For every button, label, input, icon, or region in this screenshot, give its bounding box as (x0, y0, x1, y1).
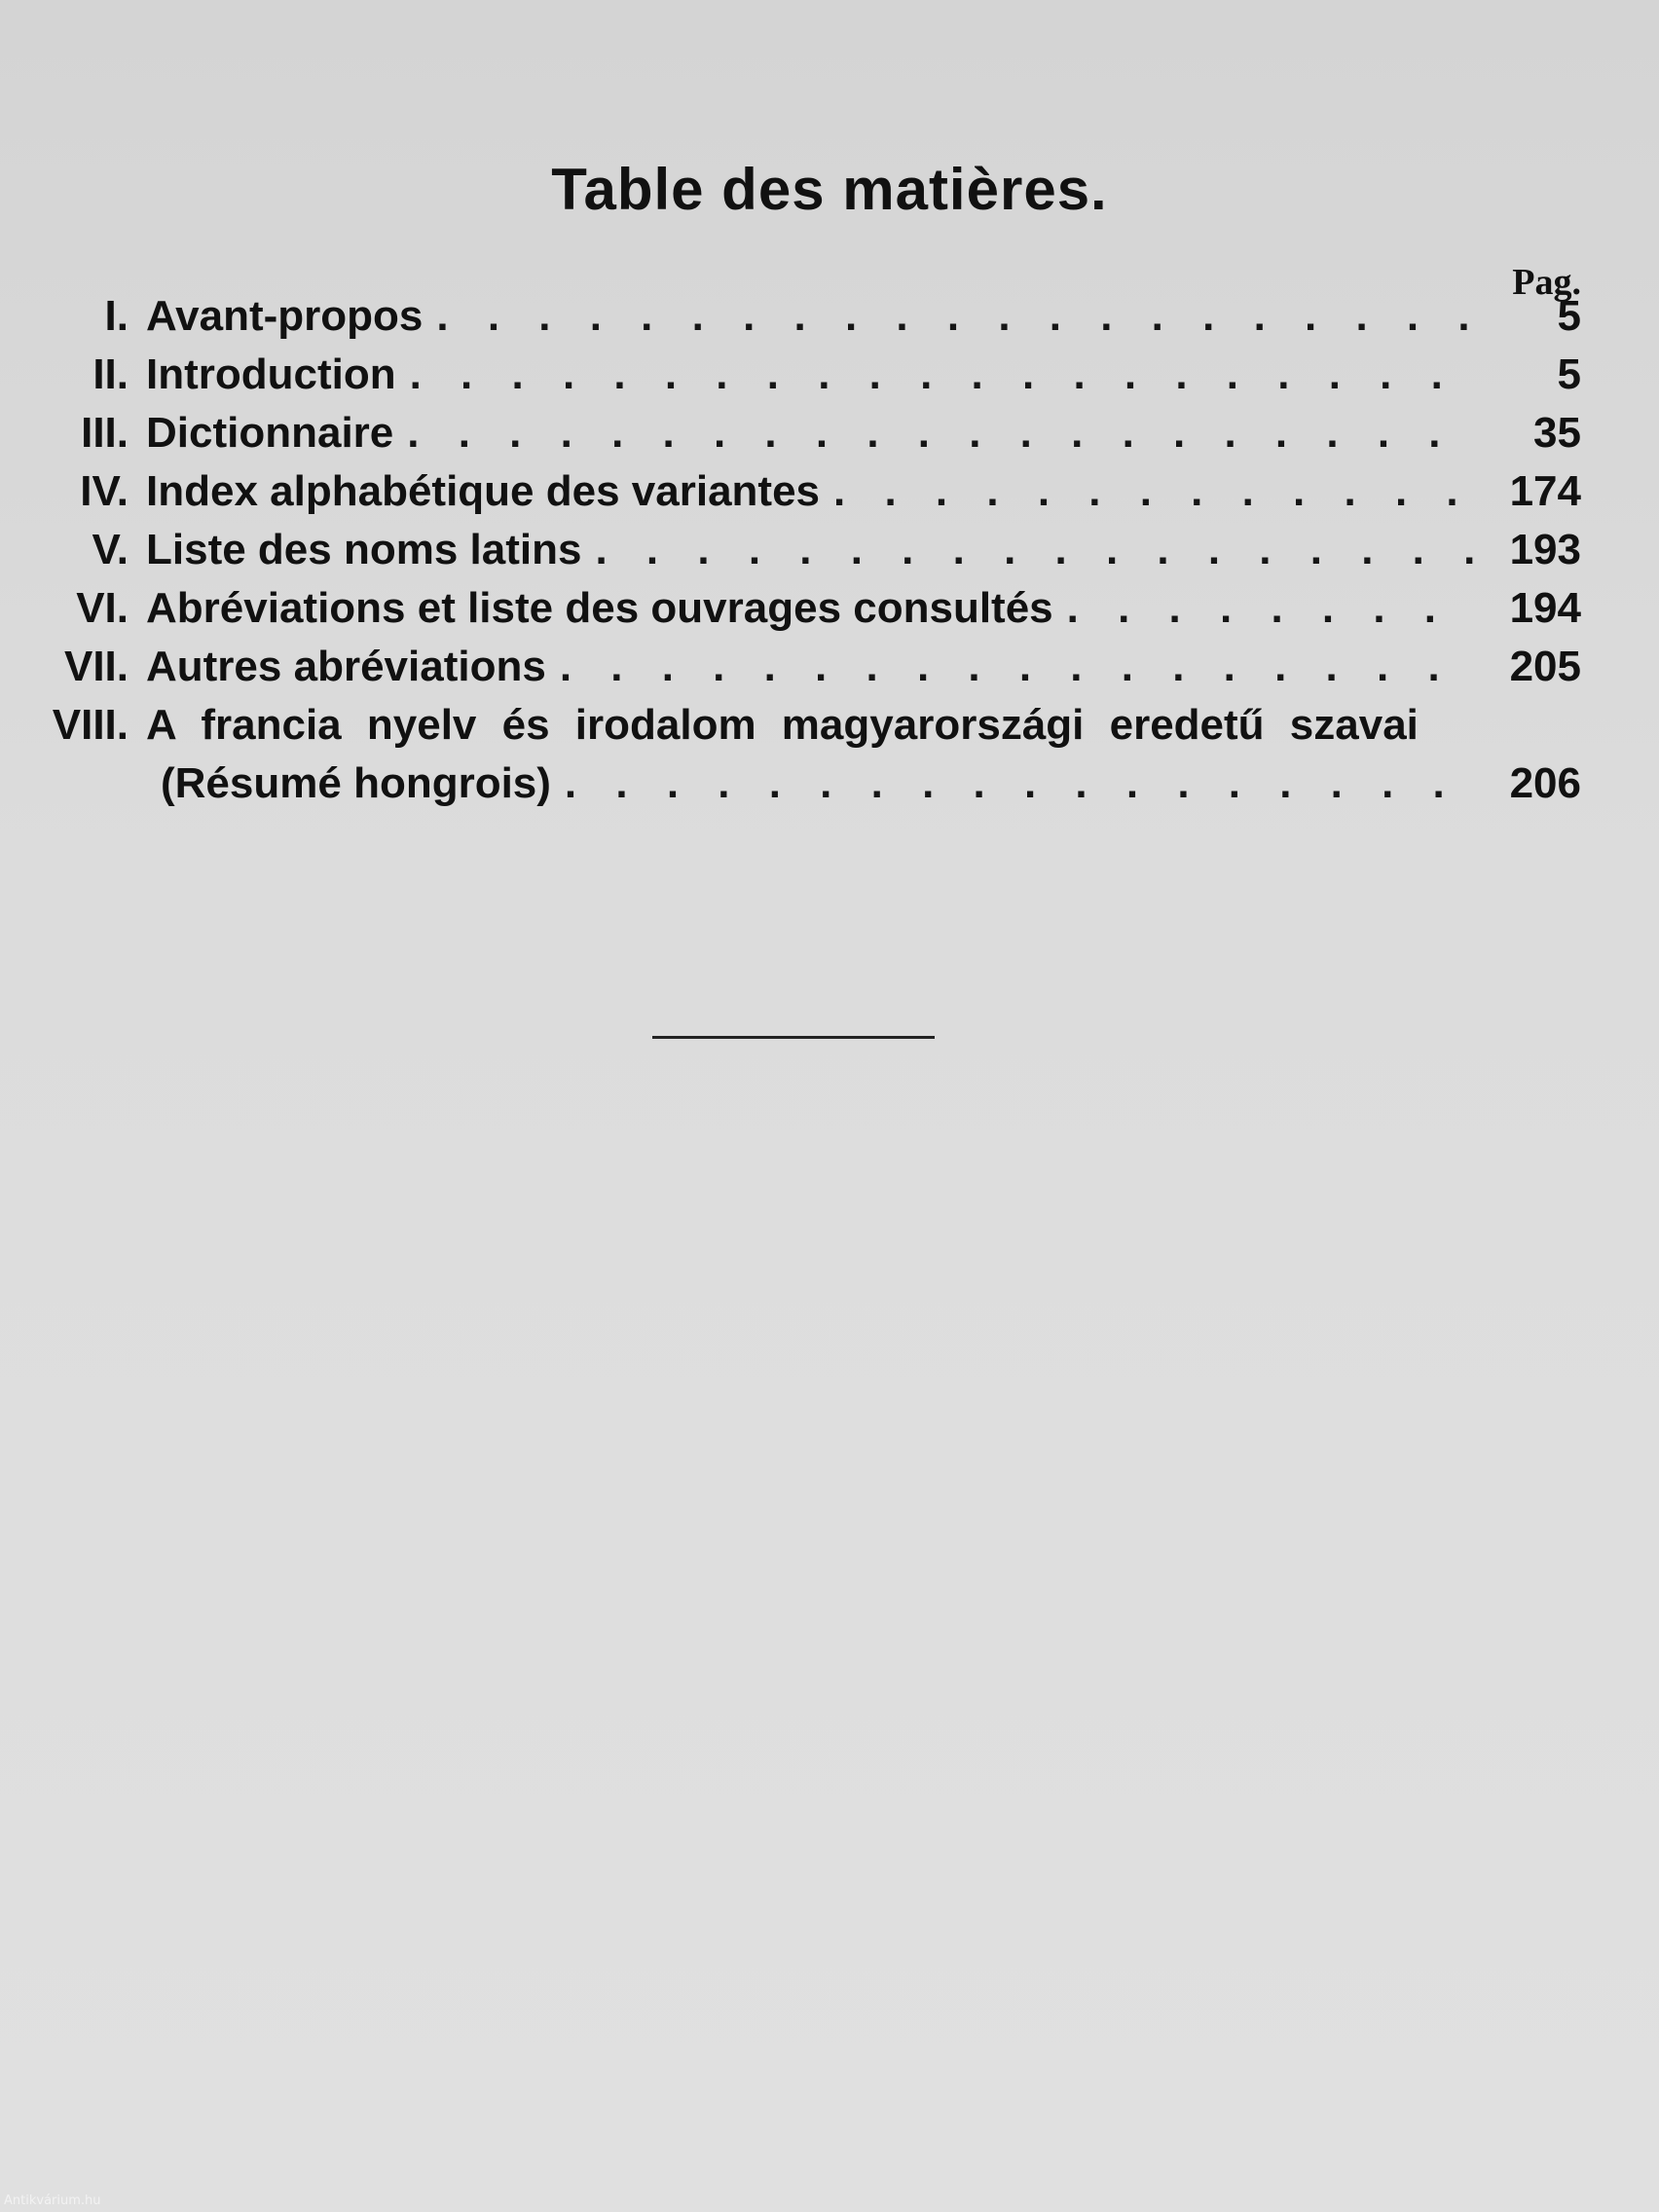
toc-entry-page: 206 (1509, 759, 1581, 807)
toc-entry-label: Dictionnaire (146, 409, 394, 457)
toc-entry-label: Liste des noms latins (146, 526, 582, 573)
toc-entry-number: VIII. (52, 701, 129, 749)
toc-entry (19, 643, 1581, 701)
dot-leader (407, 409, 1478, 458)
page-title: Table des matières. (551, 157, 1108, 222)
toc-entry-label: A francia nyelv és irodalom magyarországi eredetű szavai (146, 701, 1419, 749)
toc-entry-number: VII. (63, 643, 129, 690)
toc-entry-page: 205 (1509, 643, 1581, 690)
dot-leader (410, 350, 1478, 399)
toc-entry (19, 467, 1581, 526)
toc-entry-number: I. (104, 292, 129, 340)
horizontal-rule (652, 1036, 935, 1039)
toc-entry-page: 193 (1509, 526, 1581, 573)
toc-entry-number: II. (92, 350, 129, 398)
table-of-contents (19, 292, 1581, 818)
toc-entry-number: III. (81, 409, 129, 457)
dot-leader (436, 292, 1478, 341)
toc-entry-page: 35 (1533, 409, 1581, 457)
dot-leader (595, 526, 1478, 574)
toc-entry-number: IV. (80, 467, 129, 515)
toc-entry (19, 701, 1581, 818)
toc-entry (19, 526, 1581, 584)
toc-entry-label: Index alphabétique des variantes (146, 467, 821, 515)
dot-leader (1067, 584, 1478, 633)
toc-entry (19, 409, 1581, 467)
toc-entry (19, 292, 1581, 350)
toc-entry-page: 5 (1557, 292, 1581, 340)
toc-entry-page: 194 (1509, 584, 1581, 632)
dot-leader (560, 643, 1478, 691)
toc-entry-label: Abréviations et liste des ouvrages consultés (146, 584, 1053, 632)
toc-entry-number: VI. (76, 584, 129, 632)
toc-entry-page: 174 (1509, 467, 1581, 515)
toc-entry-label: Avant-propos (146, 292, 424, 340)
toc-entry (19, 584, 1581, 643)
dot-leader (565, 759, 1478, 808)
toc-entry-page: 5 (1557, 350, 1581, 398)
dot-leader (833, 467, 1478, 516)
toc-entry-label: Introduction (146, 350, 396, 398)
toc-entry-number: V. (92, 526, 129, 573)
toc-entry-label-continued: (Résumé hongrois) (161, 759, 551, 807)
watermark: Antikvárium.hu (4, 2194, 101, 2208)
toc-entry (19, 350, 1581, 409)
page-column-header: Pag. (1512, 262, 1581, 303)
toc-entry-label: Autres abréviations (146, 643, 546, 690)
